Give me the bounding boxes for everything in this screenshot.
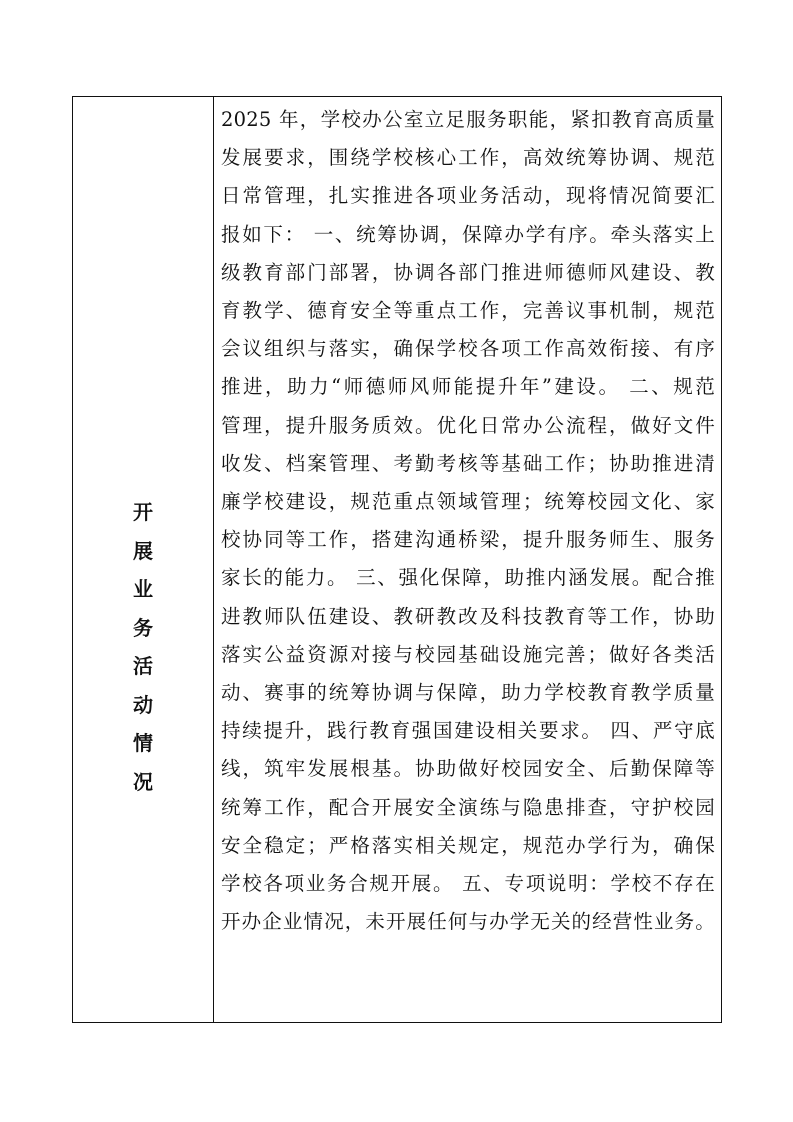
content-line: 2025 年，学校办公室立足服务职能，紧扣教育高质量 (221, 108, 715, 131)
row-label: 开 展 业 务 活 动 情 况 (133, 500, 153, 794)
content-line: 育教学、德育安全等重点工作，完善议事机制，规范 (221, 299, 715, 323)
content-line: 学校各项业务合规开展。 五、专项说明：学校不存在 (221, 872, 715, 896)
content-line: 统筹工作，配合开展安全演练与隐患排查，守护校园 (221, 795, 715, 819)
content-line: 落实公益资源对接与校园基础设施完善；做好各类活 (221, 642, 715, 666)
content-line: 会议组织与落实，确保学校各项工作高效衔接、有序 (221, 337, 715, 361)
row-label-cell (73, 97, 213, 1022)
content-line: 动、赛事的统筹协调与保障，助力学校教育教学质量 (221, 681, 715, 705)
content-line: 发展要求，围绕学校核心工作，高效统筹协调、规范 (221, 146, 715, 170)
content-line: 报如下： 一、统筹协调，保障办学有序。牵头落实上 (221, 222, 715, 246)
row-content-text (221, 101, 715, 941)
content-line: 廉学校建设，规范重点领域管理；统筹校园文化、家 (221, 490, 715, 514)
content-line: 线，筑牢发展根基。协助做好校园安全、后勤保障等 (221, 757, 715, 781)
content-line: 进教师队伍建设、教研教改及科技教育等工作，协助 (221, 604, 715, 628)
content-line: 校协同等工作，搭建沟通桥梁，提升服务师生、服务 (221, 528, 715, 552)
content-line: 管理，提升服务质效。优化日常办公流程，做好文件 (221, 413, 715, 437)
row-content-cell (214, 97, 722, 1022)
content-line: 家长的能力。 三、强化保障，助推内涵发展。配合推 (221, 566, 715, 590)
content-line: 持续提升，践行教育强国建设相关要求。 四、严守底 (221, 719, 715, 743)
content-line: 收发、档案管理、考勤考核等基础工作；协助推进清 (221, 451, 715, 475)
content-line: 推进，助力“师德师风师能提升年”建设。 二、规范 (221, 375, 715, 399)
report-table (72, 96, 722, 1023)
content-line: 级教育部门部署，协调各部门推进师德师风建设、教 (221, 260, 715, 284)
content-line: 开办企业情况，未开展任何与办学无关的经营性业务。 (221, 910, 715, 934)
content-line: 日常管理，扎实推进各项业务活动，现将情况简要汇 (221, 184, 715, 208)
content-line: 安全稳定；严格落实相关规定，规范办学行为，确保 (221, 833, 715, 857)
